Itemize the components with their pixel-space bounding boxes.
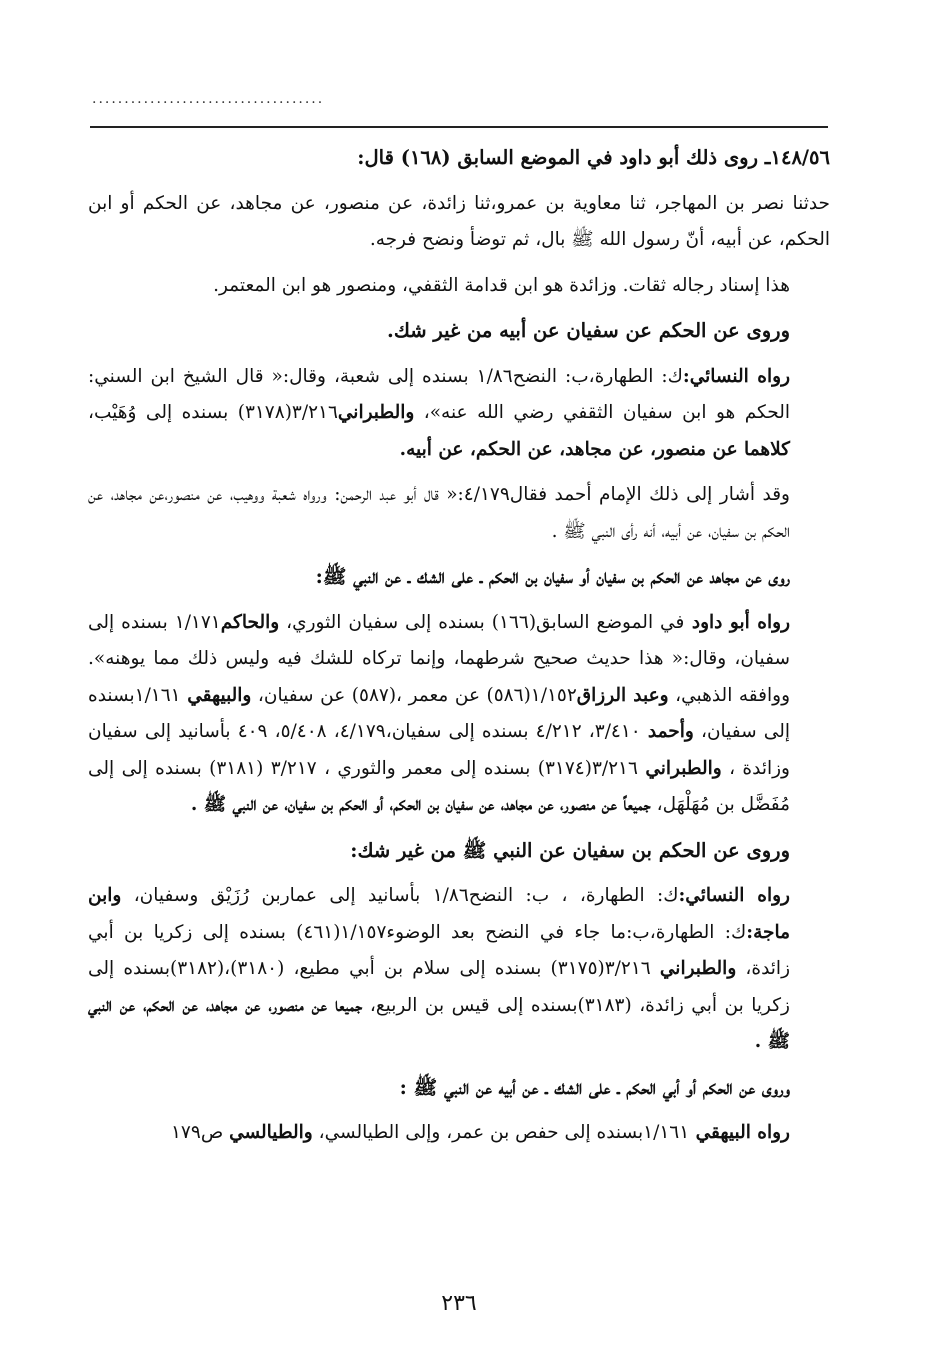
citation-run: ٣/٢١٦(٣١٧٥) بسنده إلى سلام بن أبي مطيع، (٣١٨٠)،(٣١٨٢)بسنده إلى زكريا بن أبي زائدة، (٣١٨٣)بسنده إلى قيس بن الربيع، xyxy=(88,958,790,1016)
citation-run: ٣/٤١٠، ٤/٢١٢ بسنده إلى سفيان،٤/١٧٩، ٥/٤٠٨، ٤٠٩ بأسانيد إلى سفيان وزائدة ، xyxy=(88,721,790,779)
citation-run: ك: الطهارة،ب: النضح١/٨٦ بسنده إلى شعبة، وقال:« قال الشيخ ابن السني: الحكم هو ابن سفيان الثقفي رضي الله عنه»، xyxy=(88,365,790,423)
section-heading: وروى عن الحكم بن سفيان عن النبي ﷺ من غير شك: xyxy=(350,838,790,862)
citation-run: ص١٧٩ xyxy=(171,1122,230,1143)
header-rule xyxy=(90,126,828,128)
citation-run: في الموضع السابق(١٦٦) بسنده إلى سفيان الثوري، xyxy=(279,611,685,633)
citation-run: ك: الطهارة، ، ب: النضح١/٨٦ بأسانيد إلى عماربن رُزَيْق وسفيان، xyxy=(121,885,679,906)
header-dots: .................................... xyxy=(92,91,325,107)
citation-paragraph xyxy=(88,1115,830,1152)
bold-citation-run: والبيهقي xyxy=(187,684,252,706)
document-page xyxy=(88,0,830,1367)
section-heading: روى عن مجاهد عن الحكم بن سفيان أو سفيان بن الحكم ـ على الشك ـ عن النبي ﷺ: xyxy=(315,565,790,588)
hadith-heading: ١٤٨/٥٦ـ روى ذلك أبو داود في الموضع السابق (١٦٨) قال: xyxy=(357,146,830,169)
bold-citation-run: والطبراني xyxy=(659,958,737,979)
bold-citation-run: رواه النسائي: xyxy=(678,885,790,906)
isnad-note: هذا إسناد رجاله ثقات. وزائدة هو ابن قدامة الثقفي، ومنصور هو ابن المعتمر. xyxy=(213,274,790,296)
bold-citation-run: والطبراني xyxy=(645,757,722,779)
citation-run: ٣/٢١٦(٣١٧٤) بسنده إلى معمر والثوري ، ٣/٢١٧ (٣١٨١) بسنده إلى إلى مُفَضَّل بن مُهَلْهَل، xyxy=(88,757,790,815)
section-heading: وروى عن الحكم أو أبي الحكم ـ على الشك ـ عن أبيه عن النبي ﷺ : xyxy=(399,1075,790,1099)
bold-citation-run: رواه أبو داود xyxy=(684,611,790,633)
page-number: ٢٣٦ xyxy=(441,1291,477,1316)
citation-run: ١/١٧١ بسنده إلى سفيان، وقال:« هذا حديث صحيح شرطهما، وإنما تركاه للشك فيه وليس ذلك مما يوهنه». ووافقه الذهبي، xyxy=(88,611,791,706)
bold-citation-run: وعبد الرزاق xyxy=(576,684,669,706)
bold-citation-run: والطبراني xyxy=(337,402,415,423)
bold-citation-run: رواه البيهقي xyxy=(689,1122,790,1143)
citation-run: ك: الطهارة،ب:ما جاء في النضح بعد الوضوء١/١٥٧(٤٦١) بسنده إلى زكريا بن أبي زائدة، xyxy=(88,921,791,979)
bold-citation-run: وابن ماجة: xyxy=(88,885,790,943)
citation-paragraph xyxy=(88,359,830,469)
citation-paragraph xyxy=(88,878,830,1061)
ahmad-note: وقد أشار إلى ذلك الإمام أحمد فقال٤/١٧٩:« قال أبو عبد الرحمن: ورواه شعبة ووهيب، عن منصور،عن مجاهد، عن الحكم بن سفيان، عن أبيه، أنه رأى النبي ﷺ . xyxy=(88,484,790,542)
bold-citation-run: والطيالسي xyxy=(229,1122,313,1143)
bold-citation-run: رواه النسائي: xyxy=(682,365,791,387)
citation-run: ٣/٢١٦(٣١٧٨) بسنده إلى وُهَيْب، xyxy=(88,402,338,423)
citation-paragraph xyxy=(88,605,830,824)
bold-citation-run: وأحمد xyxy=(647,721,694,742)
section-heading: وروى عن الحكم عن سفيان عن أبيه من غير شك. xyxy=(387,319,790,342)
bold-citation-run: كلاهما عن منصور، عن مجاهد، عن الحكم، عن أبيه. xyxy=(399,438,790,460)
bold-citation-run: جميعا عن منصور، عن مجاهد، عن الحكم، عن النبي ﷺ . xyxy=(88,994,790,1052)
citation-run: ١/١٦١بسنده إلى سفيان، xyxy=(88,684,790,742)
page-content xyxy=(88,140,830,1152)
citation-run: ١/١٥٢(٥٨٦) عن معمر ،(٥٨٧) عن سفيان، xyxy=(251,684,577,706)
hadith-text: حدثنا نصر بن المهاجر، ثنا معاوية بن عمرو،ثنا زائدة، عن منصور، عن مجاهد، عن الحكم أو ابن الحكم، عن أبيه، أنّ رسول الله ﷺ بال، ثم توضأ ونضح فرجه. xyxy=(88,192,830,250)
bold-citation-run: والحاكم xyxy=(220,611,280,633)
citation-run: ١/١٦١بسنده إلى حفص بن عمر، وإلى الطيالسي، xyxy=(312,1122,690,1143)
bold-citation-run: جميعاً عن منصور، عن مجاهد، عن سفيان بن الحكم، أو الحكم بن سفيان، عن النبي ﷺ . xyxy=(190,794,651,815)
